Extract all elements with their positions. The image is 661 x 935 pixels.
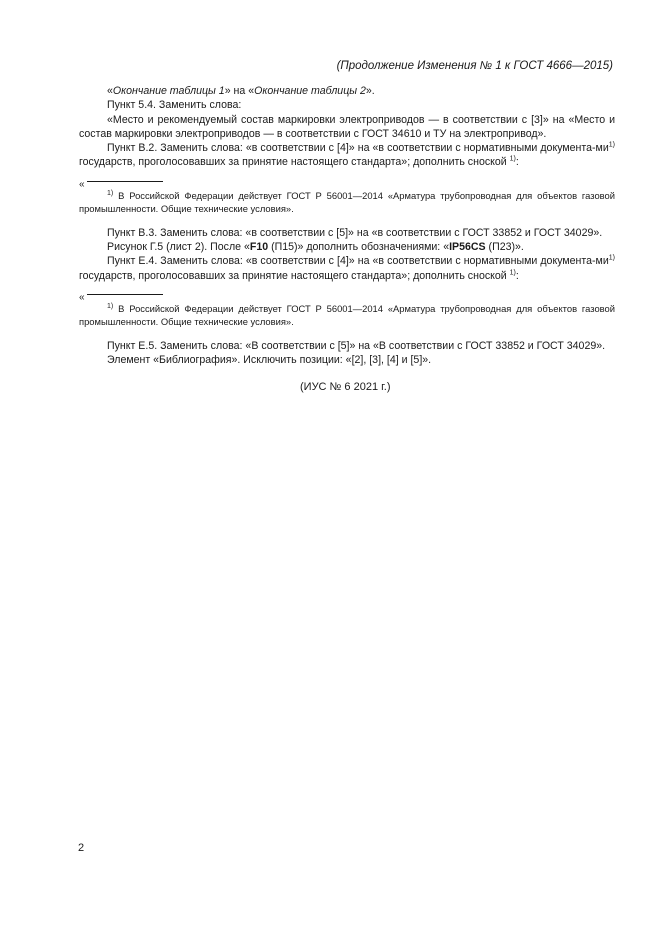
footnote-separator [79,178,615,190]
amendment-body [79,84,615,368]
text-run: государств, проголосовавших за принятие настоящего стандарта»; дополнить сноской [79,156,510,169]
footnote-ref: 1) [608,254,615,262]
italic-run: Окончание таблицы 2 [254,85,366,97]
spacer [79,283,615,294]
spacer [79,328,615,339]
quote-mark: « [79,178,85,190]
text-run: Пункт Е.4. Заменить слова: «в соответствии с [4]» на «в соответствии с нормативными документа-ми [107,255,609,268]
footnote-ref: 1) [608,141,615,149]
text-run: : [515,156,519,169]
text-run: « [107,85,113,97]
text-run: государств, проголосовавших за принятие настоящего стандарта»; дополнить сноской [79,269,510,282]
text-run: ». [365,85,375,97]
paragraph-item-e-4 [79,254,615,283]
footnote-text: В Российской Федерации действует ГОСТ Р 56001—2014 «Арматура трубопроводная для объектов газовой промышленности. Общие технические условия». [79,302,615,327]
text-run: (П15)» дополнить обозначениями: « [268,241,450,254]
paragraph-item-5-4: Пункт 5.4. Заменить слова: [107,99,242,112]
footnote-ref: 1) [509,269,516,277]
separator-line [87,294,163,295]
spacer [79,170,615,181]
paragraph-figure-g-5 [79,240,615,254]
footnote-1 [79,189,615,215]
text-run: Рисунок Г.5 (лист 2). После « [107,241,250,254]
paragraph-item-b-3: Пункт В.3. Заменить слова: «в соответствии с [5]» на «в соответствии с ГОСТ 33852 и ГОСТ 34029». [107,226,603,239]
bold-run: F10 [249,241,269,254]
ius-reference: (ИУС № 6 2021 г.) [300,381,391,393]
bold-run: IP56CS [449,241,486,254]
page-header: (Продолжение Изменения № 1 к ГОСТ 4666—2015) [336,60,613,72]
page-number: 2 [78,842,85,854]
paragraph-bibliography: Элемент «Библиография». Исключить позиции: «[2], [3], [4] и [5]». [107,354,432,367]
quote-mark: « [79,291,85,303]
text-run: » на « [224,85,255,97]
text-run: (П23)». [485,241,524,254]
text-run: : [515,269,519,282]
spacer [79,215,615,226]
text-run: Пункт В.2. Заменить слова: «в соответствии с [4]» на «в соответствии с нормативными документа-ми [107,142,609,155]
footnote-2 [79,302,615,328]
footnote-separator [79,291,615,303]
footnote-ref: 1) [509,155,516,163]
paragraph-marking-replacement: «Место и рекомендуемый состав маркировки электроприводов — в соответствии с [3]» на «Место и состав маркировки электроприводов — в соответствии с ГОСТ 34610 и ТУ на электропривод». [79,113,615,140]
italic-run: Окончание таблицы 1 [112,85,225,97]
paragraph-item-e-5: Пункт Е.5. Заменить слова: «В соответствии с [5]» на «В соответствии с ГОСТ 33852 и ГОСТ 34029». [107,339,606,352]
footnote-number: 1) [107,189,114,197]
paragraph-table-ending [79,84,615,98]
footnote-number: 1) [107,302,114,310]
footnote-text: В Российской Федерации действует ГОСТ Р 56001—2014 «Арматура трубопроводная для объектов газовой промышленности. Общие технические условия». [79,189,615,214]
separator-line [87,181,163,182]
paragraph-item-b-2 [79,141,615,170]
